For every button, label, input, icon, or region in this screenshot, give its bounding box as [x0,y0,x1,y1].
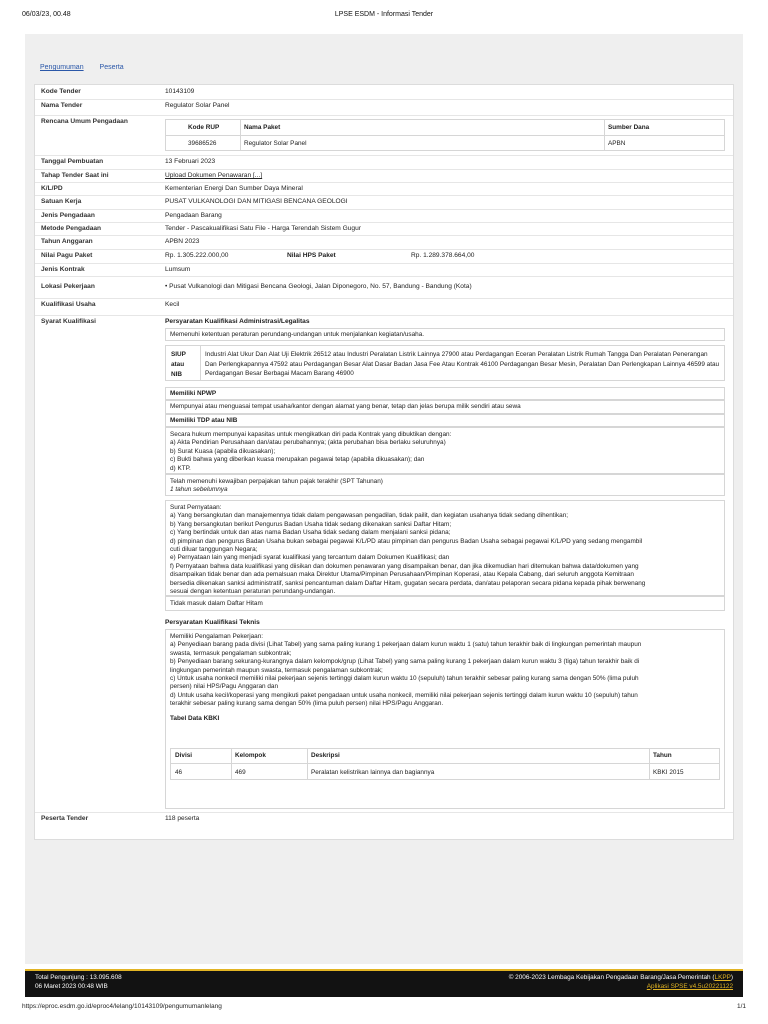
tender-info-panel [34,84,734,840]
teknis-line: swasta, termasuk pengalaman subkontrak; [170,649,292,657]
pernyataan-line: bersedia dikenakan sanksi administratif, sanksi pencantuman dalam Daftar Hitam, gugatan secara perdata, dan/atau pelaporan secara pidana kepada pihak berwenang [170,579,646,587]
footer-right [509,974,733,991]
row-lokasi [35,276,733,299]
daftar-hitam-box [165,596,725,611]
footer-datetime: 06 Maret 2023 00:48 WIB [35,982,108,990]
pernyataan-line: a) Yang bersangkutan dan manajemennya tidak dalam pengawasan pengadilan, tidak pailit, dan kegiatan usahanya tidak sedang dihentikan; [170,512,569,520]
hps-label: Nilai HPS Paket [287,252,336,259]
field-value: Kecil [165,301,180,308]
field-value: Pengadaan Barang [165,212,222,219]
kbki-cell-tahun: KBKI 2015 [653,769,684,776]
teknis-line: a) Penyediaan barang pada divisi (Lihat Tabel) yang sama paling kurang 1 pekerjaan dalam kurun waktu 1 (satu) tahun terakhir baik di lingkungan pemerintah maupun [170,641,642,649]
copyright-close: ) [730,974,733,981]
tdp-text: Memiliki TDP atau NIB [170,417,238,424]
pagu-value: Rp. 1.305.222.000,00 [165,252,229,259]
pernyataan-line: cuti diluar tanggungan Negara; [170,546,258,554]
field-value: Tender - Pascakualifikasi Satu File - Harga Terendah Sistem Gugur [165,225,361,232]
row-satker [35,195,733,210]
field-label: Jenis Kontrak [41,266,85,273]
pajak-subtext: 1 tahun sebelumnya [170,486,228,494]
field-label: Metode Pengadaan [41,225,102,232]
rup-header-sumber: Sumber Dana [608,124,650,131]
row-rup [35,115,733,156]
pernyataan-line: e) Pernyataan lain yang menjadi syarat kualifikasi yang tercantum dalam Dokumen Kualifikasi; dan [170,554,450,562]
hps-value: Rp. 1.289.378.664,00 [411,252,475,259]
kbki-header-tahun: Tahun [653,752,672,759]
rup-cell-kode: 39686526 [188,140,217,147]
siup-label: SIUP atau NIB [171,351,186,378]
row-kualifikasi-usaha [35,298,733,316]
field-label: Tanggal Pembuatan [41,158,104,165]
teknis-section-title: Persyaratan Kualifikasi Teknis [165,619,260,626]
kbki-header-kelompok: Kelompok [235,752,266,759]
pernyataan-line: b) Yang bersangkutan berikut Pengurus Badan Usaha tidak sedang dikenakan sanksi Daftar Hitam; [170,520,452,528]
row-kode-tender [35,85,733,100]
field-label: Tahun Anggaran [41,238,93,245]
field-label: Rencana Umum Pengadaan [41,118,128,125]
field-label: Peserta Tender [41,815,89,822]
npwp-text: Memiliki NPWP [170,390,217,397]
rup-header-nama: Nama Paket [244,124,281,131]
field-value: Regulator Solar Panel [165,102,230,109]
print-header [22,8,746,20]
field-value: 13 Februari 2023 [165,158,216,165]
admin-section-title: Persyaratan Kualifikasi Administrasi/Legalitas [165,318,310,325]
tdp-box [165,414,725,427]
print-url: https://eproc.esdm.go.id/eproc4/lelang/10143109/pengumumanlelang [22,1003,222,1010]
pernyataan-line: c) Yang bertindak untuk dan atas nama Badan Usaha tidak sedang dalam menjalani sanksi pidana; [170,529,451,537]
kbki-cell-kelompok: 469 [235,769,246,776]
pernyataan-line: d) pimpinan dan pengurus Badan Usaha bukan sebagai pegawai K/L/PD atau pimpinan dan pengurus Badan Usaha sebagai pegawai K/L/PD yang sedang mengambil [170,537,643,545]
field-label: Syarat Kualifikasi [41,318,96,325]
rup-table [165,119,725,151]
footer-left [35,974,122,991]
teknis-line: lingkungan pemerintah maupun swasta, termasuk pengalaman subkontrak; [170,666,383,674]
pajak-text: Telah memenuhi kewajiban perpajakan tahun pajak terakhir (SPT Tahunan) [170,478,383,485]
print-datetime: 06/03/23, 00.48 [22,11,71,18]
admin-intro-text: Memenuhi ketentuan peraturan perundang-undangan untuk menjalankan kegiatan/usaha. [170,331,425,338]
print-page-number: 1/1 [736,1003,746,1010]
pajak-box [165,474,725,496]
rup-cell-nama: Regulator Solar Panel [244,140,307,147]
tempat-usaha-text: Mempunyai atau menguasai tempat usaha/kantor dengan alamat yang benar, tetap dan jelas berupa milik sendiri atau sewa [170,403,521,410]
field-label: Nilai Pagu Paket [41,252,93,259]
spse-version-link[interactable]: Aplikasi SPSE v4.5u20221122 [646,982,733,990]
kbki-header-divisi: Divisi [175,752,193,759]
pernyataan-box [165,500,725,596]
kbki-header-deskripsi: Deskripsi [311,752,340,759]
admin-intro [165,328,725,341]
row-jenis-pengadaan [35,209,733,223]
rup-header-kode: Kode RUP [188,124,220,131]
field-value: Lumsum [165,266,191,273]
field-label: Nama Tender [41,102,83,109]
teknis-line: persen) nilai HPS/Pagu Anggaran dan [170,683,279,691]
kapasitas-box [165,427,725,474]
field-value: 118 peserta [165,815,200,822]
teknis-line: terakhir sebesar paling kurang sama dengan 50% (lima puluh persen) nilai HPS/Pagu Anggaran. [170,700,444,708]
site-footer [25,969,743,997]
row-tanggal [35,155,733,170]
kapasitas-line: a) Akta Pendirian Perusahaan dan/atau perubahannya; (akta perubahan bisa berlaku seluruhnya) [170,439,446,447]
row-metode [35,222,733,236]
print-title: LPSE ESDM - Informasi Tender [334,11,434,18]
field-value: APBN 2023 [165,238,200,245]
field-label: Jenis Pengadaan [41,212,95,219]
field-label: Kode Tender [41,88,81,95]
kbki-cell-deskripsi: Peralatan kelistrikan lainnya dan bagiannya [311,769,435,776]
teknis-line: b) Penyediaan barang sekurang-kurangnya dalam kelompok/grup (Lihat Tabel) yang sama paling kurang 1 pekerjaan dalam kurun waktu 3 (tiga) tahun terakhir baik di [170,658,640,666]
lkpp-link[interactable]: LKPP [714,974,731,981]
visitor-count: Total Pengunjung : 13.095.608 [35,974,122,981]
tab-pengumuman[interactable]: Pengumuman [40,64,84,71]
field-value: PUSAT VULKANOLOGI DAN MITIGASI BENCANA GEOLOGI [165,198,348,205]
siup-text: Industri Alat Ukur Dan Alat Uji Elektrik 26512 atau Industri Peralatan Listrik Lainnya 27900 atau Perdagangan Eceran Peralatan Listrik Rumah Tangga Dan Peralatan Penerangan Dan Perlengkapannya 47592 atau Perdagangan Besar Alat Dasar Badan Jasa Fee Atau Kontrak 46100 Perdagangan Besar Mesin, Peralatan Dan Perlengkapan Lainnya 46599 atau Perdagangan Besar Berbagai Macam Barang 46900 [205,351,720,377]
kapasitas-line: c) Bukti bahwa yang diberikan kuasa merupakan pegawai tetap (apabila dikuasakan); dan [170,456,425,464]
row-klpd [35,182,733,196]
siup-box [165,345,725,381]
pernyataan-line: disampaikan tidak benar dan ada pemalsuan maka Direktur Utama/Pimpinan Perusahaan/Pimpinan Koperasi, atau Kepala Cabang, dari seluruh anggota Kemitraan [170,571,634,579]
teknis-line: Memiliki Pengalaman Pekerjaan: [170,633,264,640]
kapasitas-line: Secara hukum mempunyai kapasitas untuk mengikatkan diri pada Kontrak yang dibuktikan dengan: [170,431,452,438]
field-label: Tahap Tender Saat ini [41,172,109,179]
kbki-table [170,748,720,780]
field-label: K/L/PD [41,185,63,192]
footer-copyright [509,974,733,983]
kapasitas-line: b) Surat Kuasa (apabila dikuasakan); [170,447,276,455]
row-peserta [35,812,733,828]
pernyataan-line: f) Pernyataan bahwa data kualifikasi yang diisikan dan dokumen penawaran yang disampaikan benar, dan jika dikemudian hari ditemukan bahwa data/dokumen yang [170,562,639,570]
field-value: • Pusat Vulkanologi dan Mitigasi Bencana Geologi, Jalan Diponegoro, No. 57, Bandung - Bandung (Kota) [165,283,472,290]
kbki-cell-divisi: 46 [175,769,183,776]
field-label: Lokasi Pekerjaan [41,283,95,290]
kbki-title: Tabel Data KBKI [170,714,220,722]
row-nama-tender [35,99,733,116]
field-value: Kementerian Energi Dan Sumber Daya Mineral [165,185,303,192]
field-label: Satuan Kerja [41,198,82,205]
tempat-usaha-box [165,400,725,414]
pernyataan-line: Surat Pernyataan: [170,504,222,511]
row-pagu [35,249,733,264]
daftar-hitam-text: Tidak masuk dalam Daftar Hitam [170,600,263,607]
pernyataan-line: sesuai dengan ketentuan peraturan perundang-undangan. [170,588,336,596]
tab-peserta[interactable]: Peserta [99,64,124,71]
row-tahun [35,235,733,250]
field-value: 10143109 [165,88,195,95]
teknis-box [165,629,725,809]
row-syarat [35,315,733,813]
copyright-text: © 2006-2023 Lembaga Kebijakan Pengadaan Barang/Jasa Pemerintah ( [508,974,715,981]
rup-cell-sumber: APBN [608,140,626,147]
tab-bar [36,62,134,80]
row-kontrak [35,263,733,277]
row-tahap [35,169,733,183]
npwp-box [165,387,725,400]
field-label: Kualifikasi Usaha [41,301,96,308]
teknis-line: d) Untuk usaha kecil/koperasi yang mengikuti paket pengadaan untuk usaha nonkecil, memiliki nilai pekerjaan sejenis tertinggi dalam kurun waktu 10 (sepuluh) tahun [170,691,638,699]
tahap-link[interactable]: Upload Dokumen Penawaran [...] [165,172,263,179]
teknis-line: c) Untuk usaha nonkecil memiliki nilai pekerjaan sejenis tertinggi dalam kurun waktu 10 (sepuluh) tahun terakhir sebesar paling kurang sama dengan 50% (lima puluh [170,675,639,683]
kapasitas-line: d) KTP. [170,464,191,472]
